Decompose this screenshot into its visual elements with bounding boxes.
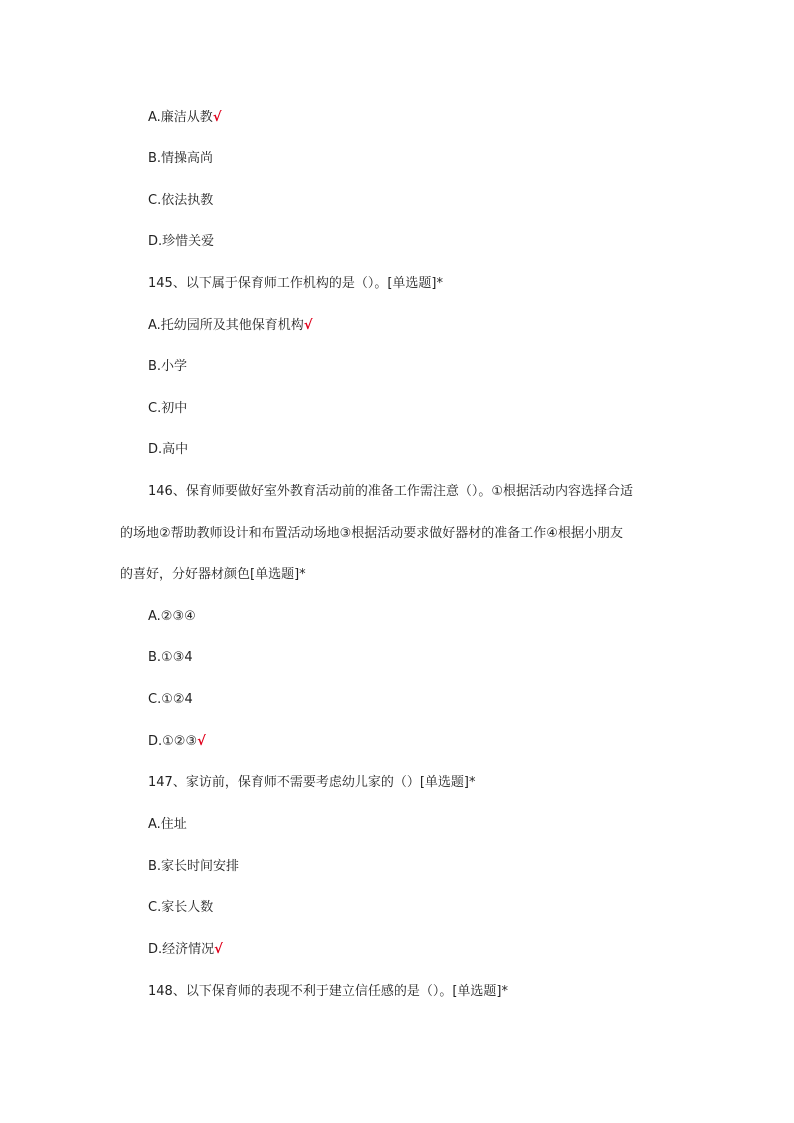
q144-option-b — [148, 149, 213, 169]
q146-option-a-text: A.②③④ — [148, 609, 196, 624]
q145-option-b — [148, 357, 187, 377]
q145-option-a — [148, 316, 312, 336]
q145-option-c — [148, 399, 187, 419]
q146-option-d — [148, 732, 206, 752]
q146-question-line-3 — [120, 565, 306, 585]
q147-option-a — [148, 815, 187, 835]
q147-question — [148, 773, 475, 793]
q144-option-c — [148, 191, 213, 211]
q147-option-a-text: A.住址 — [148, 817, 187, 832]
correct-check-icon: √ — [197, 734, 206, 749]
q148-question — [148, 982, 508, 1002]
q144-option-a-text: A.廉洁从教 — [148, 110, 213, 125]
q146-question-line-1 — [148, 482, 633, 502]
q146-option-c-text: C.①②4 — [148, 692, 193, 707]
q146-question-text-2: 的场地②帮助教师设计和布置活动场地③根据活动要求做好器材的准备工作④根据小朋友 — [120, 526, 623, 541]
q144-option-d-text: D.珍惜关爱 — [148, 234, 215, 249]
q147-option-c — [148, 898, 213, 918]
q145-option-d — [148, 440, 188, 460]
q144-option-c-text: C.依法执教 — [148, 193, 214, 208]
q145-option-b-text: B.小学 — [148, 359, 188, 374]
q147-option-c-text: C.家长人数 — [148, 900, 214, 915]
q147-option-b — [148, 857, 239, 877]
q144-option-d — [148, 232, 214, 252]
q145-option-c-text: C.初中 — [148, 401, 188, 416]
correct-check-icon: √ — [212, 110, 222, 125]
q146-option-b-text: B.①③4 — [148, 650, 193, 665]
q144-option-b-text: B.情操高尚 — [148, 151, 214, 166]
q147-option-b-text: B.家长时间安排 — [148, 859, 240, 874]
correct-check-icon: √ — [303, 318, 313, 333]
q146-option-a — [148, 607, 196, 627]
correct-check-icon: √ — [214, 942, 223, 957]
q146-option-d-text: D.①②③ — [148, 734, 198, 749]
q146-option-c — [148, 690, 193, 710]
q146-question-text-1: 146、保育师要做好室外教育活动前的准备工作需注意（）。①根据活动内容选择合适 — [148, 484, 633, 499]
q144-option-a — [148, 108, 221, 128]
q147-option-d — [148, 940, 223, 960]
q146-question-text-3: 的喜好，分好器材颜色[单选题]* — [120, 567, 306, 582]
q145-question-text: 145、以下属于保育师工作机构的是（）。[单选题]* — [148, 276, 443, 291]
q145-option-d-text: D.高中 — [148, 442, 189, 457]
q146-option-b — [148, 648, 193, 668]
q145-option-a-text: A.托幼园所及其他保育机构 — [148, 318, 304, 333]
q146-question-line-2 — [120, 524, 623, 544]
q147-question-text: 147、家访前，保育师不需要考虑幼儿家的（）[单选题]* — [148, 775, 476, 790]
q145-question — [148, 274, 443, 294]
q147-option-d-text: D.经济情况 — [148, 942, 215, 957]
q148-question-text: 148、以下保育师的表现不利于建立信任感的是（）。[单选题]* — [148, 984, 508, 999]
